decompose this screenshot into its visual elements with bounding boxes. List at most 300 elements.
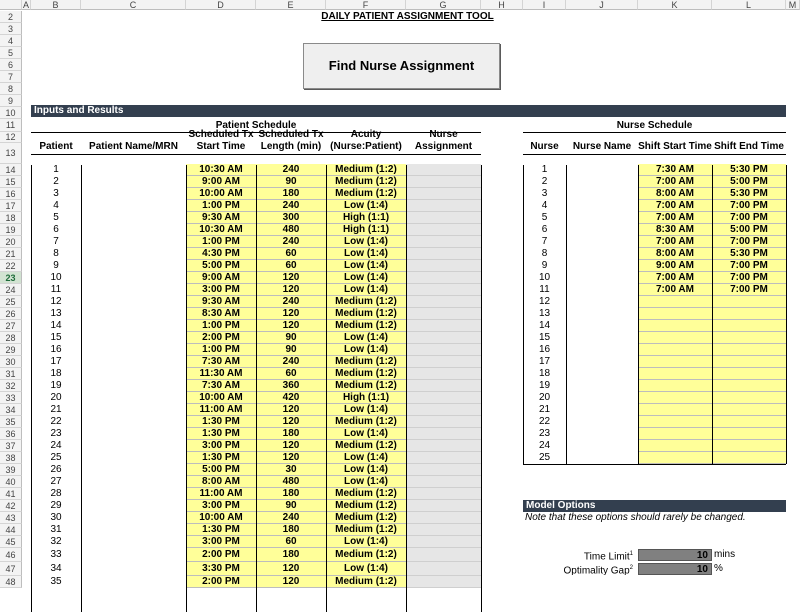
nurse-table-bottom: [523, 464, 786, 465]
row-header-13[interactable]: 13: [0, 143, 22, 164]
nurse-name-cell[interactable]: [566, 368, 638, 380]
column-header-l[interactable]: L: [712, 0, 786, 10]
nurse-name-cell[interactable]: [566, 272, 638, 284]
row-header-7[interactable]: 7: [0, 71, 22, 83]
nurse-schedule-rule: [523, 132, 786, 133]
tx-start-cell[interactable]: 3:30 PM: [186, 562, 256, 576]
row-header-28[interactable]: 28: [0, 332, 22, 344]
nurse-name-cell[interactable]: [566, 356, 638, 368]
inputs-results-header: Inputs and Results: [31, 105, 786, 117]
shift-end-cell[interactable]: 7:00 PM: [712, 260, 786, 272]
shift-start-cell[interactable]: 8:00 AM: [638, 248, 712, 260]
row-header-18[interactable]: 18: [0, 212, 22, 224]
find-nurse-assignment-button[interactable]: Find Nurse Assignment: [303, 43, 500, 89]
row-header-10[interactable]: 10: [0, 107, 22, 119]
column-header-m[interactable]: M: [786, 0, 800, 10]
nurse-number: 4: [541, 200, 548, 211]
tx-start-cell[interactable]: 10:30 AM: [186, 224, 256, 236]
row-header-14[interactable]: 14: [0, 164, 22, 176]
acuity-cell[interactable]: Low (1:4): [326, 404, 406, 416]
tx-start-cell[interactable]: 5:00 PM: [186, 260, 256, 272]
tx-length-cell[interactable]: 30: [256, 464, 326, 476]
nurse-name-cell[interactable]: [566, 296, 638, 308]
tx-start-header-2: Start Time: [196, 141, 246, 152]
patient-name-cell[interactable]: [81, 284, 186, 296]
tx-length-cell[interactable]: 240: [256, 200, 326, 212]
patient-name-cell[interactable]: [81, 368, 186, 380]
tx-start-cell[interactable]: 1:30 PM: [186, 428, 256, 440]
shift-start-cell[interactable]: 7:00 AM: [638, 176, 712, 188]
patient-name-cell[interactable]: [81, 440, 186, 452]
nurse-name-cell[interactable]: [566, 248, 638, 260]
table-border: [786, 165, 787, 464]
tx-start-cell[interactable]: 4:30 PM: [186, 248, 256, 260]
patient-number: 18: [50, 368, 62, 379]
row-header-41[interactable]: 41: [0, 488, 22, 500]
row-header-19[interactable]: 19: [0, 224, 22, 236]
tx-length-cell[interactable]: 60: [256, 260, 326, 272]
nurse-name-cell[interactable]: [566, 452, 638, 464]
acuity-cell[interactable]: Medium (1:2): [326, 308, 406, 320]
time-limit-label: [530, 549, 633, 561]
patient-name-cell[interactable]: [81, 224, 186, 236]
patient-name-cell[interactable]: [81, 272, 186, 284]
table-border: [638, 165, 639, 464]
time-limit-input[interactable]: 10: [638, 549, 712, 561]
acuity-cell[interactable]: Low (1:4): [326, 284, 406, 296]
column-header-e[interactable]: E: [256, 0, 326, 10]
patient-name-cell[interactable]: [81, 200, 186, 212]
tx-length-cell[interactable]: 480: [256, 476, 326, 488]
patient-number: 2: [53, 176, 59, 187]
patient-name-cell[interactable]: [81, 404, 186, 416]
nurse-name-cell[interactable]: [566, 200, 638, 212]
patient-number: 20: [50, 392, 62, 403]
nurse-number: 5: [541, 212, 548, 223]
patient-number: 4: [53, 200, 59, 211]
tx-length-cell[interactable]: 90: [256, 500, 326, 512]
tx-length-header: Scheduled Tx: [258, 129, 324, 140]
patient-number: 16: [50, 344, 62, 355]
tx-start-cell[interactable]: 7:30 AM: [186, 380, 256, 392]
row-header-47[interactable]: 47: [0, 562, 22, 576]
tx-start-cell[interactable]: 1:00 PM: [186, 236, 256, 248]
acuity-cell[interactable]: Low (1:4): [326, 260, 406, 272]
patient-name-cell[interactable]: [81, 164, 186, 176]
row-header-43[interactable]: 43: [0, 512, 22, 524]
row-header-39[interactable]: 39: [0, 464, 22, 476]
shift-end-cell[interactable]: 5:00 PM: [712, 176, 786, 188]
shift-start-cell[interactable]: 8:30 AM: [638, 224, 712, 236]
tx-length-cell[interactable]: 120: [256, 576, 326, 588]
acuity-cell[interactable]: High (1:1): [326, 212, 406, 224]
shift-start-cell[interactable]: 8:00 AM: [638, 188, 712, 200]
row-header-36[interactable]: 36: [0, 428, 22, 440]
tx-start-cell[interactable]: 10:00 AM: [186, 392, 256, 404]
patient-number: 34: [50, 563, 62, 574]
tx-length-cell[interactable]: 180: [256, 428, 326, 440]
column-header-d[interactable]: D: [186, 0, 256, 10]
nurse-nurse-header: Nurse: [530, 141, 559, 152]
patient-name-cell[interactable]: [81, 308, 186, 320]
patient-name-cell[interactable]: [81, 476, 186, 488]
shift-end-cell[interactable]: 7:00 PM: [712, 212, 786, 224]
acuity-cell[interactable]: Low (1:4): [326, 236, 406, 248]
patient-name-cell[interactable]: [81, 248, 186, 260]
patient-name-cell[interactable]: [81, 464, 186, 476]
row-header-32[interactable]: 32: [0, 380, 22, 392]
nurse-assignment-cell: [406, 548, 481, 562]
patient-number: 8: [53, 248, 59, 259]
shift-start-cell[interactable]: 7:00 AM: [638, 272, 712, 284]
tx-start-cell[interactable]: 10:00 AM: [186, 188, 256, 200]
patient-name-cell[interactable]: [81, 332, 186, 344]
acuity-cell[interactable]: Low (1:4): [326, 344, 406, 356]
shift-end-cell[interactable]: 5:00 PM: [712, 224, 786, 236]
patient-number: 1: [53, 164, 59, 175]
acuity-cell[interactable]: Low (1:4): [326, 428, 406, 440]
tx-start-cell[interactable]: 3:00 PM: [186, 440, 256, 452]
row-header-30[interactable]: 30: [0, 356, 22, 368]
acuity-cell[interactable]: Low (1:4): [326, 536, 406, 548]
acuity-cell[interactable]: Medium (1:2): [326, 356, 406, 368]
shift-end-cell[interactable]: 7:00 PM: [712, 200, 786, 212]
nurse-assignment-cell: [406, 562, 481, 576]
shift-end-cell[interactable]: 7:00 PM: [712, 272, 786, 284]
tx-start-cell[interactable]: 3:00 PM: [186, 500, 256, 512]
optimality-gap-input[interactable]: 10: [638, 563, 712, 575]
row-header-37[interactable]: 37: [0, 440, 22, 452]
shift-end-cell[interactable]: 5:30 PM: [712, 248, 786, 260]
row-header-23[interactable]: 23: [0, 272, 22, 284]
patient-name-cell[interactable]: [81, 524, 186, 536]
nurse-name-cell[interactable]: [566, 284, 638, 296]
patient-schedule-title: Patient Schedule: [215, 120, 297, 131]
row-header-4[interactable]: 4: [0, 35, 22, 47]
acuity-cell[interactable]: High (1:1): [326, 392, 406, 404]
nurse-name-cell[interactable]: [566, 176, 638, 188]
acuity-cell[interactable]: Medium (1:2): [326, 488, 406, 500]
acuity-cell[interactable]: Low (1:4): [326, 452, 406, 464]
patient-number: 10: [50, 272, 62, 283]
row-header-15[interactable]: 15: [0, 176, 22, 188]
tx-start-cell[interactable]: 3:00 PM: [186, 284, 256, 296]
shift-start-cell[interactable]: 7:00 AM: [638, 236, 712, 248]
tx-length-cell[interactable]: 300: [256, 212, 326, 224]
patient-name-header: Patient Name/MRN: [89, 141, 178, 152]
tx-start-cell[interactable]: 9:00 AM: [186, 176, 256, 188]
acuity-cell[interactable]: Medium (1:2): [326, 176, 406, 188]
nurse-number: 13: [538, 308, 551, 319]
patient-number: 12: [50, 296, 62, 307]
shift-end-cell[interactable]: 7:00 PM: [712, 284, 786, 296]
acuity-cell[interactable]: Medium (1:2): [326, 440, 406, 452]
table-border: [566, 165, 567, 464]
row-header-12[interactable]: 12: [0, 132, 22, 143]
patient-name-cell[interactable]: [81, 488, 186, 500]
row-header-44[interactable]: 44: [0, 524, 22, 536]
patient-name-cell[interactable]: [81, 176, 186, 188]
nurse-name-cell[interactable]: [566, 308, 638, 320]
row-header-24[interactable]: 24: [0, 284, 22, 296]
nurse-number: 1: [541, 164, 548, 175]
row-header-34[interactable]: 34: [0, 404, 22, 416]
tx-length-cell[interactable]: 240: [256, 164, 326, 176]
patient-name-cell[interactable]: [81, 356, 186, 368]
acuity-cell[interactable]: Low (1:4): [326, 332, 406, 344]
row-header-6[interactable]: 6: [0, 59, 22, 71]
tx-start-cell[interactable]: 1:00 PM: [186, 320, 256, 332]
nurse-name-cell[interactable]: [566, 212, 638, 224]
column-header-h[interactable]: H: [481, 0, 523, 10]
row-header-27[interactable]: 27: [0, 320, 22, 332]
acuity-cell[interactable]: Low (1:4): [326, 248, 406, 260]
column-header-j[interactable]: J: [566, 0, 638, 10]
patient-name-cell[interactable]: [81, 260, 186, 272]
acuity-cell[interactable]: Low (1:4): [326, 562, 406, 576]
row-header-42[interactable]: 42: [0, 500, 22, 512]
acuity-cell[interactable]: Medium (1:2): [326, 368, 406, 380]
tx-length-cell[interactable]: 120: [256, 416, 326, 428]
row-header-25[interactable]: 25: [0, 296, 22, 308]
tx-start-header: Scheduled Tx: [188, 129, 254, 140]
tx-start-cell[interactable]: 9:30 AM: [186, 212, 256, 224]
nurse-number: 19: [538, 380, 551, 391]
shift-start-cell[interactable]: 9:00 AM: [638, 260, 712, 272]
tx-length-cell[interactable]: 240: [256, 512, 326, 524]
tx-start-cell[interactable]: 5:00 PM: [186, 464, 256, 476]
shift-start-cell[interactable]: 7:30 AM: [638, 164, 712, 176]
patient-number: 24: [50, 440, 62, 451]
tx-length-cell[interactable]: 60: [256, 536, 326, 548]
column-header-c[interactable]: C: [81, 0, 186, 10]
row-header-8[interactable]: 8: [0, 83, 22, 95]
tx-start-cell[interactable]: 11:30 AM: [186, 368, 256, 380]
shift-start-cell[interactable]: 7:00 AM: [638, 200, 712, 212]
acuity-header-2: (Nurse:Patient): [330, 141, 402, 152]
tx-start-cell[interactable]: 1:30 PM: [186, 416, 256, 428]
tx-length-cell[interactable]: 480: [256, 224, 326, 236]
tx-start-cell[interactable]: 3:00 PM: [186, 536, 256, 548]
acuity-cell[interactable]: Low (1:4): [326, 464, 406, 476]
shift-start-cell[interactable]: 7:00 AM: [638, 212, 712, 224]
acuity-cell[interactable]: Medium (1:2): [326, 512, 406, 524]
table-border: [481, 165, 482, 612]
acuity-cell[interactable]: Medium (1:2): [326, 188, 406, 200]
tx-length-cell[interactable]: 120: [256, 452, 326, 464]
row-header-16[interactable]: 16: [0, 188, 22, 200]
tx-length-cell[interactable]: 240: [256, 296, 326, 308]
tx-length-cell[interactable]: 120: [256, 320, 326, 332]
tx-start-cell[interactable]: 10:00 AM: [186, 512, 256, 524]
nurse-name-cell[interactable]: [566, 392, 638, 404]
nurse-number: 25: [538, 452, 551, 463]
tx-length-cell[interactable]: 360: [256, 380, 326, 392]
tx-start-cell[interactable]: 2:00 PM: [186, 332, 256, 344]
tx-length-cell[interactable]: 60: [256, 248, 326, 260]
acuity-cell[interactable]: Medium (1:2): [326, 548, 406, 562]
column-header-a[interactable]: A: [22, 0, 29, 10]
tx-length-cell[interactable]: 420: [256, 392, 326, 404]
tx-start-cell[interactable]: 9:30 AM: [186, 296, 256, 308]
row-header-20[interactable]: 20: [0, 236, 22, 248]
acuity-cell[interactable]: Medium (1:2): [326, 296, 406, 308]
tx-length-cell[interactable]: 120: [256, 440, 326, 452]
acuity-cell[interactable]: Medium (1:2): [326, 380, 406, 392]
table-border: [256, 165, 257, 612]
acuity-cell[interactable]: Medium (1:2): [326, 524, 406, 536]
patient-name-cell[interactable]: [81, 296, 186, 308]
patient-name-cell[interactable]: [81, 212, 186, 224]
optimality-gap-label: [530, 563, 633, 575]
row-header-35[interactable]: 35: [0, 416, 22, 428]
row-header-45[interactable]: 45: [0, 536, 22, 548]
tx-start-cell[interactable]: 1:30 PM: [186, 524, 256, 536]
nurse-name-cell[interactable]: [566, 260, 638, 272]
shift-end-cell[interactable]: 5:30 PM: [712, 188, 786, 200]
nurse-name-cell[interactable]: [566, 164, 638, 176]
row-header-48[interactable]: 48: [0, 576, 22, 588]
nurse-name-cell[interactable]: [566, 224, 638, 236]
tx-start-cell[interactable]: 8:00 AM: [186, 476, 256, 488]
nurse-number: 20: [538, 392, 551, 403]
row-header-11[interactable]: 11: [0, 119, 22, 132]
table-border: [186, 165, 187, 612]
column-header-k[interactable]: K: [638, 0, 712, 10]
row-header-46[interactable]: 46: [0, 548, 22, 562]
patient-name-cell[interactable]: [81, 392, 186, 404]
patient-name-cell[interactable]: [81, 380, 186, 392]
patient-name-cell[interactable]: [81, 428, 186, 440]
acuity-cell[interactable]: Medium (1:2): [326, 576, 406, 588]
tx-start-cell[interactable]: 1:30 PM: [186, 452, 256, 464]
tx-length-cell[interactable]: 60: [256, 368, 326, 380]
patient-name-cell[interactable]: [81, 576, 186, 588]
tx-start-cell[interactable]: 10:30 AM: [186, 164, 256, 176]
tx-length-cell[interactable]: 180: [256, 548, 326, 562]
tx-length-cell[interactable]: 240: [256, 356, 326, 368]
row-header-38[interactable]: 38: [0, 452, 22, 464]
acuity-cell[interactable]: Low (1:4): [326, 200, 406, 212]
tx-length-cell[interactable]: 180: [256, 524, 326, 536]
nurse-name-cell[interactable]: [566, 188, 638, 200]
patient-name-cell[interactable]: [81, 236, 186, 248]
nurse-name-cell[interactable]: [566, 344, 638, 356]
optimality-gap-text: Optimality Gap: [563, 565, 630, 575]
row-header-22[interactable]: 22: [0, 260, 22, 272]
acuity-cell[interactable]: Low (1:4): [326, 272, 406, 284]
row-header-33[interactable]: 33: [0, 392, 22, 404]
row-header-5[interactable]: 5: [0, 47, 22, 59]
acuity-cell[interactable]: Medium (1:2): [326, 500, 406, 512]
patient-number: 3: [53, 188, 59, 199]
patient-number: 29: [50, 500, 62, 511]
patient-name-cell[interactable]: [81, 500, 186, 512]
tx-length-cell[interactable]: 120: [256, 404, 326, 416]
nurse-number: 17: [538, 356, 551, 367]
select-all-corner[interactable]: [0, 0, 22, 10]
nurse-name-cell[interactable]: [566, 440, 638, 452]
tx-length-cell[interactable]: 90: [256, 344, 326, 356]
tx-length-cell[interactable]: 180: [256, 488, 326, 500]
row-header-2[interactable]: 2: [0, 11, 22, 23]
row-header-26[interactable]: 26: [0, 308, 22, 320]
nurse-name-cell[interactable]: [566, 236, 638, 248]
tx-length-cell[interactable]: 120: [256, 284, 326, 296]
tx-length-cell[interactable]: 120: [256, 308, 326, 320]
nurse-name-cell[interactable]: [566, 320, 638, 332]
nurse-name-cell[interactable]: [566, 404, 638, 416]
row-header-40[interactable]: 40: [0, 476, 22, 488]
row-header-9[interactable]: 9: [0, 95, 22, 107]
row-header-31[interactable]: 31: [0, 368, 22, 380]
column-header-i[interactable]: I: [523, 0, 566, 10]
acuity-cell[interactable]: Low (1:4): [326, 476, 406, 488]
patient-number: 23: [50, 428, 62, 439]
shift-end-cell[interactable]: 5:30 PM: [712, 164, 786, 176]
nurse-name-header: Nurse Name: [572, 141, 632, 152]
row-gridline: [186, 587, 406, 588]
shift-start-cell[interactable]: 7:00 AM: [638, 284, 712, 296]
tx-length-cell[interactable]: 90: [256, 176, 326, 188]
nurse-name-cell[interactable]: [566, 332, 638, 344]
column-header-b[interactable]: B: [31, 0, 81, 10]
tx-start-cell[interactable]: 2:00 PM: [186, 576, 256, 588]
patient-number: 21: [50, 404, 62, 415]
tx-start-cell[interactable]: 1:00 PM: [186, 200, 256, 212]
row-header-29[interactable]: 29: [0, 344, 22, 356]
acuity-cell[interactable]: Medium (1:2): [326, 416, 406, 428]
acuity-cell[interactable]: Medium (1:2): [326, 164, 406, 176]
patient-name-cell[interactable]: [81, 452, 186, 464]
nurse-name-cell[interactable]: [566, 428, 638, 440]
tx-start-cell[interactable]: 11:00 AM: [186, 404, 256, 416]
nurse-name-cell[interactable]: [566, 380, 638, 392]
column-header-f[interactable]: F: [326, 0, 406, 10]
acuity-cell[interactable]: Medium (1:2): [326, 320, 406, 332]
tx-start-cell[interactable]: 9:00 AM: [186, 272, 256, 284]
model-options-note: Note that these options should rarely be changed.: [525, 512, 746, 523]
patient-name-cell[interactable]: [81, 548, 186, 562]
tx-start-cell[interactable]: 7:30 AM: [186, 356, 256, 368]
row-header-21[interactable]: 21: [0, 248, 22, 260]
tx-start-cell[interactable]: 2:00 PM: [186, 548, 256, 562]
tx-length-cell[interactable]: 90: [256, 332, 326, 344]
shift-end-cell[interactable]: 7:00 PM: [712, 236, 786, 248]
tx-length-cell[interactable]: 240: [256, 236, 326, 248]
patient-name-cell[interactable]: [81, 188, 186, 200]
tx-start-cell[interactable]: 8:30 AM: [186, 308, 256, 320]
patient-name-cell[interactable]: [81, 320, 186, 332]
row-header-17[interactable]: 17: [0, 200, 22, 212]
nurse-name-cell[interactable]: [566, 416, 638, 428]
patient-name-cell[interactable]: [81, 512, 186, 524]
patient-number: 15: [50, 332, 62, 343]
tx-start-cell[interactable]: 1:00 PM: [186, 344, 256, 356]
patient-name-cell[interactable]: [81, 344, 186, 356]
row-header-3[interactable]: 3: [0, 23, 22, 35]
patient-name-cell[interactable]: [81, 562, 186, 576]
tx-length-cell[interactable]: 120: [256, 272, 326, 284]
column-header-g[interactable]: G: [406, 0, 481, 10]
patient-name-cell[interactable]: [81, 536, 186, 548]
tx-length-cell[interactable]: 180: [256, 188, 326, 200]
acuity-cell[interactable]: High (1:1): [326, 224, 406, 236]
tx-length-cell[interactable]: 120: [256, 562, 326, 576]
tx-start-cell[interactable]: 11:00 AM: [186, 488, 256, 500]
patient-name-cell[interactable]: [81, 416, 186, 428]
patient-header-rule: [31, 154, 481, 155]
